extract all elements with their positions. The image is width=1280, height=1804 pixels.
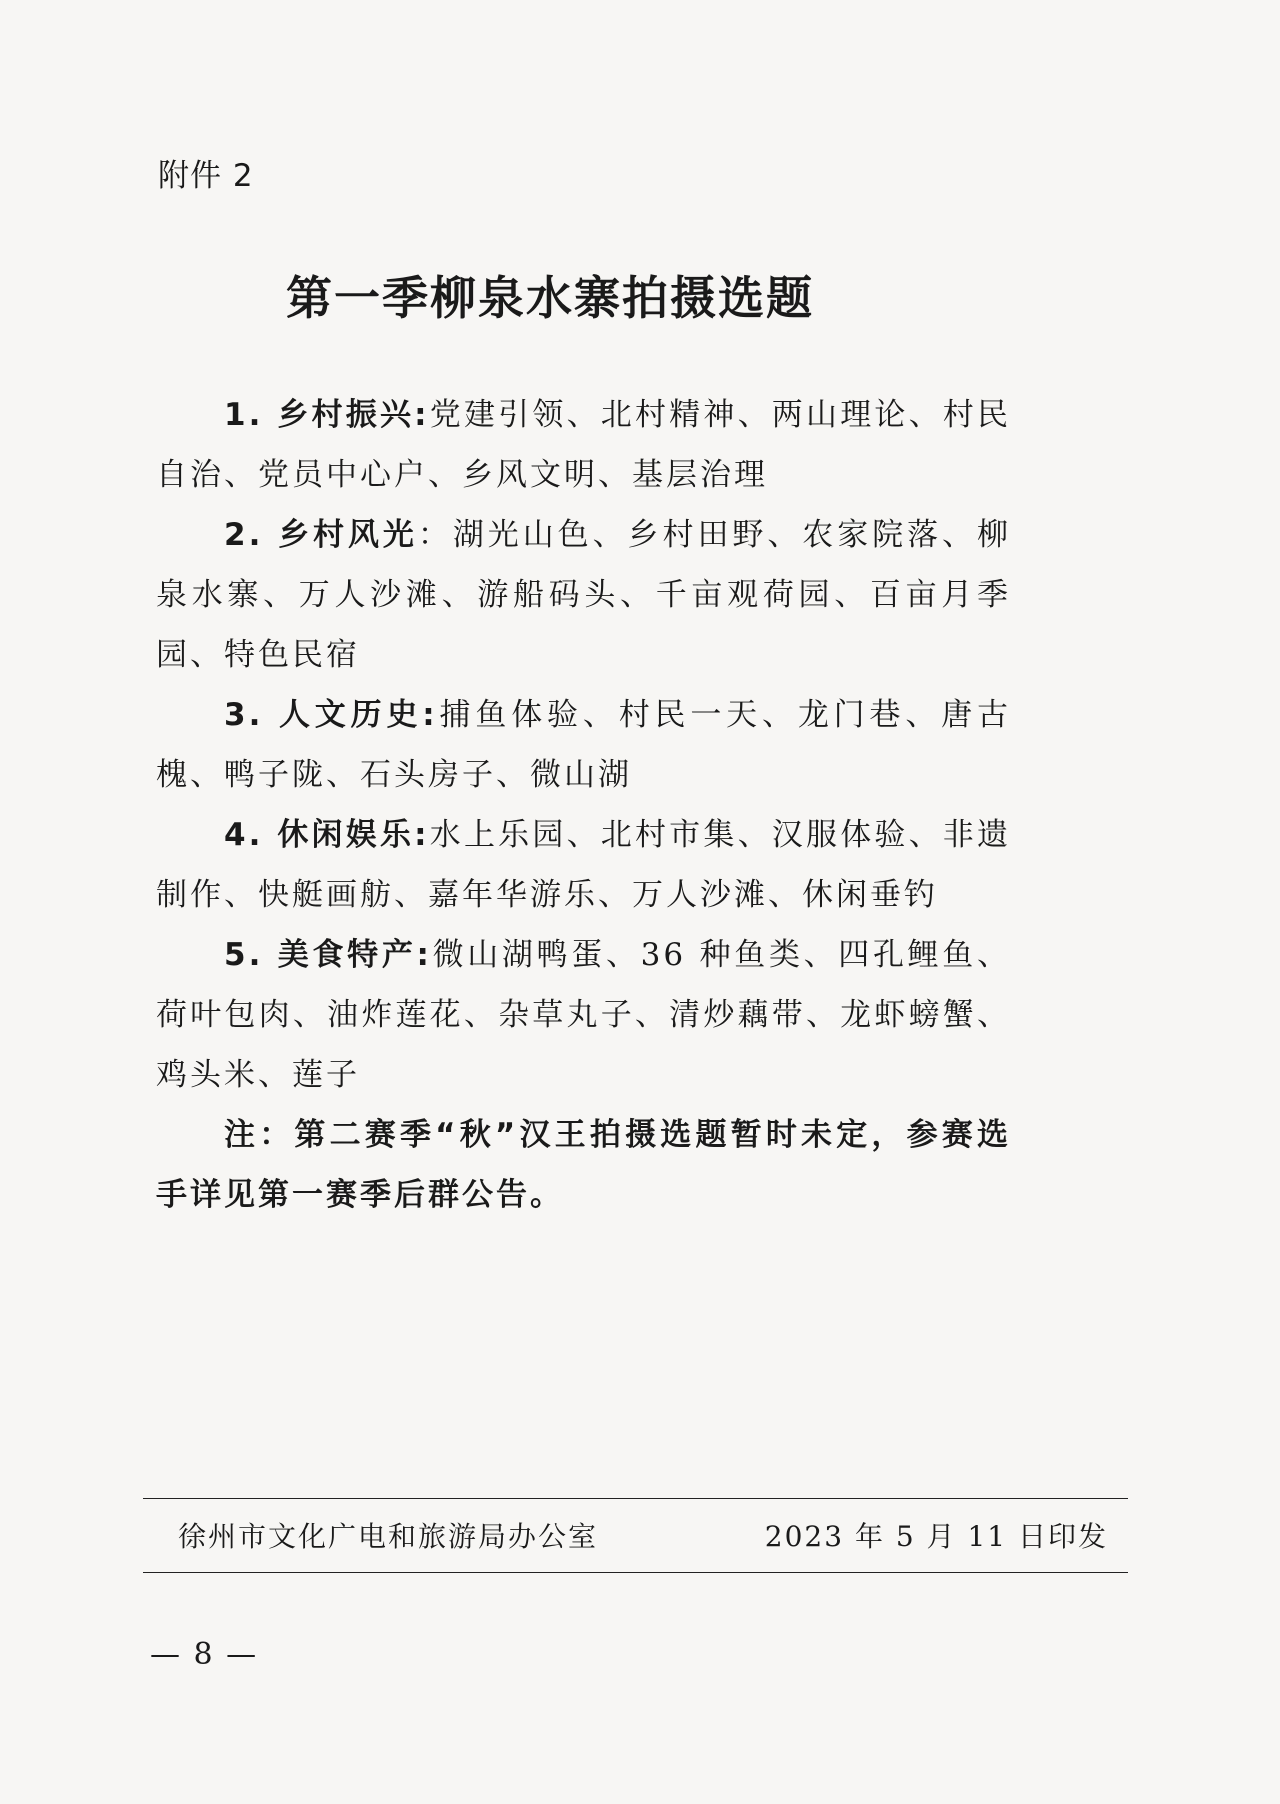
topic-text: 捕鱼体验、村民一天、龙门巷、唐古槐、鸭子陇、石头房子、微山湖	[156, 697, 1011, 793]
topic-label: 2. 乡村风光	[224, 517, 418, 553]
topic-label: 1. 乡村振兴:	[224, 397, 430, 433]
footer-rule-bottom	[143, 1572, 1128, 1573]
topic-label: 5. 美食特产:	[224, 937, 432, 973]
topic-text: 党建引领、北村精神、两山理论、村民自治、党员中心户、乡风文明、基层治理	[156, 397, 1012, 493]
topic-label: 4. 休闲娱乐:	[224, 817, 430, 853]
page-number: — 8 —	[150, 1637, 259, 1672]
topic-item-rural-scenery	[156, 505, 1011, 685]
topic-label: 3. 人文历史:	[224, 697, 438, 733]
topic-list	[156, 385, 1011, 1225]
attachment-label: 附件 2	[158, 158, 254, 194]
topic-item-rural-revitalization	[156, 385, 1011, 505]
footer-date: 2023 年 5 月 11 日印发	[764, 1520, 1108, 1553]
topic-text: ：湖光山色、乡村田野、农家院落、柳泉水寨、万人沙滩、游船码头、千亩观荷园、百亩月季园、特色民宿	[156, 517, 1012, 673]
footer-issuer: 徐州市文化广电和旅游局办公室	[178, 1520, 599, 1553]
topic-text: 水上乐园、北村市集、汉服体验、非遗制作、快艇画舫、嘉年华游乐、万人沙滩、休闲垂钓	[156, 817, 1012, 913]
topic-item-leisure	[156, 805, 1011, 925]
note-paragraph: 注：第二赛季“秋”汉王拍摄选题暂时未定，参赛选手详见第一赛季后群公告。	[156, 1117, 1011, 1213]
topic-item-culture-history	[156, 685, 1011, 805]
document-title: 第一季柳泉水寨拍摄选题	[286, 271, 814, 325]
footer-rule-top	[143, 1498, 1128, 1499]
topic-text: 微山湖鸭蛋、36 种鱼类、四孔鲤鱼、荷叶包肉、油炸莲花、杂草丸子、清炒藕带、龙虾螃蟹、鸡头米、莲子	[156, 937, 1011, 1093]
topic-item-food-specialty	[156, 925, 1011, 1105]
